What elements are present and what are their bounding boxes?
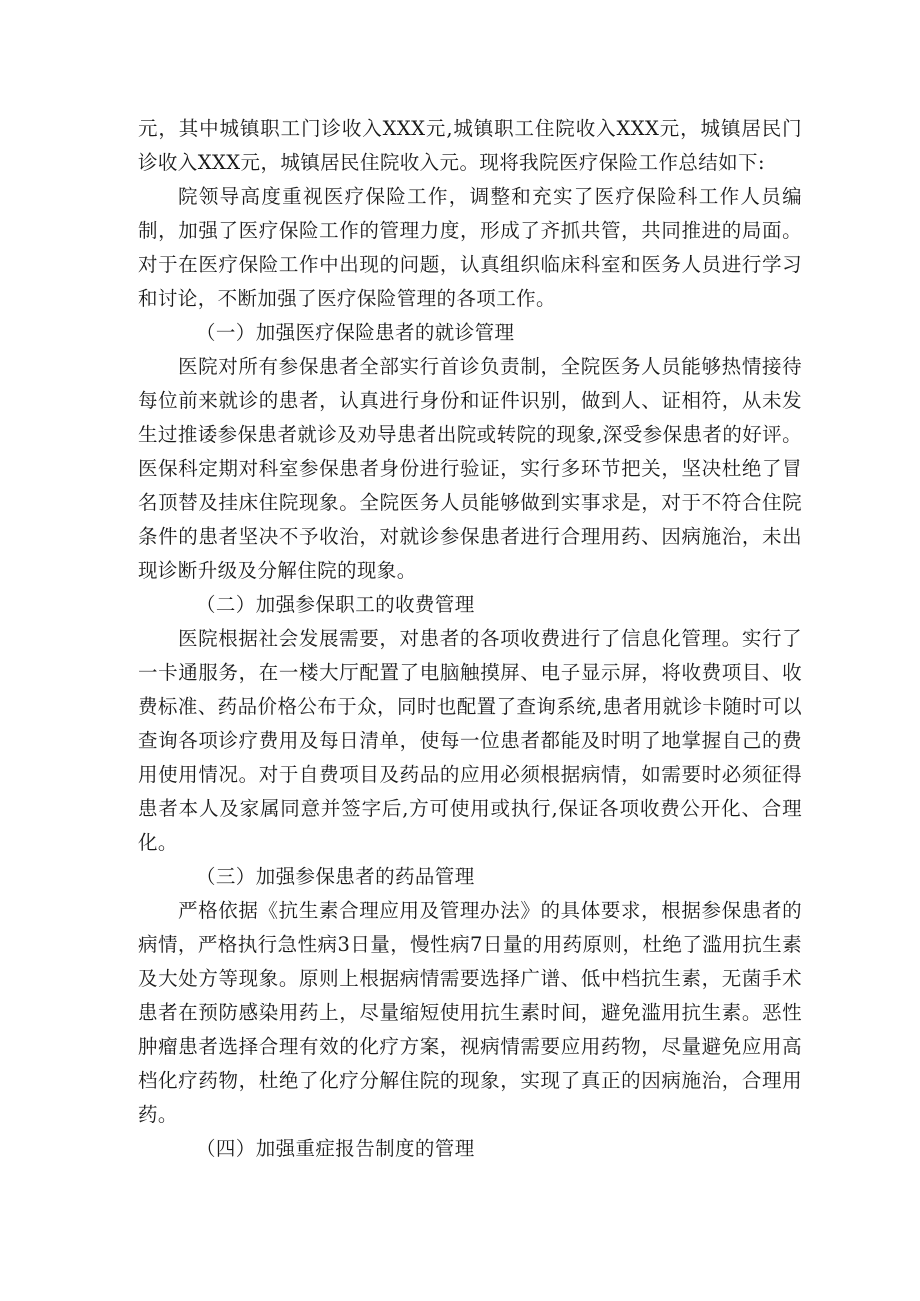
section-heading-1: （一）加强医疗保险患者的就诊管理 (196, 321, 515, 344)
section-heading-4: （四）加强重症报告制度的管理 (196, 1137, 475, 1160)
paragraph-fee-management: 医院根据社会发展需要，对患者的各项收费进行了信息化管理。实行了一卡通服务，在一楼大厅配置了电脑触摸屏、电子显示屏，将收费项目、收费标准、药品价格公布于众，同时也配置了查询系统,患者用就诊卡随时可以查询各项诊疗费用及每日清单，使每一位患者都能及时明了地掌握自己的费用使用情况。对于自费项目及药品的应用必须根据病情，如需要时必须征得患者本人及家属同意并签字后,方可使用或执行,保证各项收费公开化、合理化。 (138, 627, 802, 854)
section-heading-2: （二）加强参保职工的收费管理 (196, 593, 475, 616)
paragraph-visit-management: 医院对所有参保患者全部实行首诊负责制，全院医务人员能够热情接待每位前来就诊的患者，认真进行身份和证件识别，做到人、证相符，从未发生过推诿参保患者就诊及劝导患者出院或转院的现象,深受参保患者的好评。医保科定期对科室参保患者身份进行验证，实行多环节把关，坚决杜绝了冒名顶替及挂床住院现象。全院医务人员能够做到实事求是，对于不符合住院条件的患者坚决不予收治，对就诊参保患者进行合理用药、因病施治，未出现诊断升级及分解住院的现象。 (138, 355, 802, 582)
paragraph-drug-management: 严格依据《抗生素合理应用及管理办法》的具体要求，根据参保患者的病情，严格执行急性病3日量，慢性病7日量的用药原则，杜绝了滥用抗生素及大处方等现象。原则上根据病情需要选择广谱、低中档抗生素，无菌手术患者在预防感染用药上，尽量缩短使用抗生素时间，避免滥用抗生素。恶性肿瘤患者选择合理有效的化疗方案，视病情需要应用药物，尽量避免应用高档化疗药物，杜绝了化疗分解住院的现象，实现了真正的因病施治，合理用药。 (138, 899, 802, 1126)
section-heading-3: （三）加强参保患者的药品管理 (196, 865, 475, 888)
document-page (138, 112, 802, 1166)
paragraph-leadership: 院领导高度重视医疗保险工作，调整和充实了医疗保险科工作人员编制，加强了医疗保险工作的管理力度，形成了齐抓共管，共同推进的局面。对于在医疗保险工作中出现的问题，认真组织临床科室和医务人员进行学习和讨论，不断加强了医疗保险管理的各项工作。 (138, 185, 802, 310)
paragraph-income-summary: 元，其中城镇职工门诊收入XXX元,城镇职工住院收入XXX元，城镇居民门诊收入XXX元，城镇居民住院收入元。现将我院医疗保险工作总结如下: (138, 117, 802, 174)
